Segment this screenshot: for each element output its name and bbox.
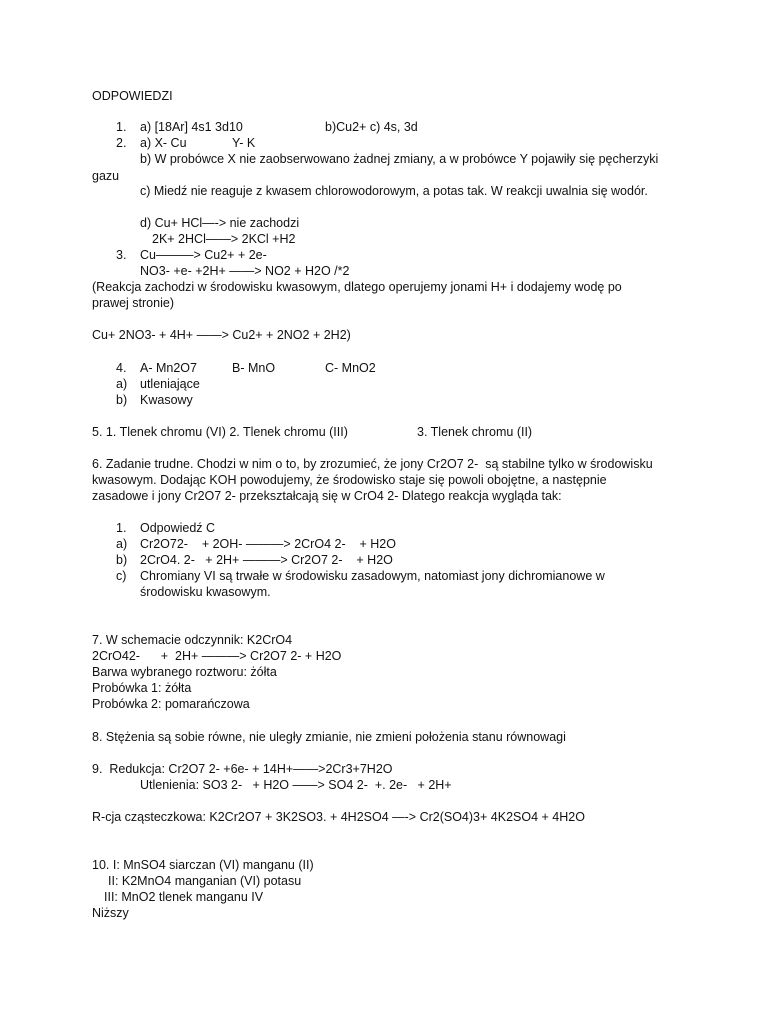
equation-line: Cu———> Cu2+ + 2e- — [140, 248, 267, 262]
answer-line: c) Miedź nie reaguje z kwasem chlorowodorowym, a potas tak. W reakcji uwalnia się wodór. — [140, 184, 648, 198]
equation-line: 9. Redukcja: Cr2O7 2- +6e- + 14H+——>2Cr3+7H2O — [92, 762, 393, 776]
answer-line: b)Cu2+ c) 4s, 3d — [325, 120, 418, 134]
answer-line: Niższy — [92, 906, 129, 920]
answer-line: a) [18Ar] 4s1 3d10 — [140, 120, 243, 134]
answer-line: a) X- Cu — [140, 136, 187, 150]
answer-line: 3. Tlenek chromu (II) — [417, 425, 533, 439]
list-number: 1. — [116, 521, 127, 535]
equation-line: 2K+ 2HCl——> 2KCl +H2 — [152, 232, 296, 246]
answer-line: II: K2MnO4 manganian (VI) potasu — [108, 874, 302, 888]
equation-line: Cr2O72- + 2OH- ———> 2CrO4 2- + H2O — [140, 537, 396, 551]
answer-line: Chromiany VI są trwałe w środowisku zasadowym, natomiast jony dichromianowe w — [140, 569, 605, 583]
answer-line: Kwasowy — [140, 393, 193, 407]
list-label: b) — [116, 553, 128, 567]
equation-line: NO3- +e- +2H+ ——> NO2 + H2O /*2 — [140, 264, 350, 278]
list-label: a) — [116, 537, 128, 551]
answer-line: gazu — [92, 169, 120, 183]
answer-line: prawej stronie) — [92, 296, 174, 310]
equation-line: R-cja cząsteczkowa: K2Cr2O7 + 3K2SO3. + 4H2SO4 —-> Cr2(SO4)3+ 4K2SO4 + 4H2O — [92, 810, 585, 824]
answer-line: III: MnO2 tlenek manganu IV — [104, 890, 264, 904]
answer-line: środowisku kwasowym. — [140, 585, 271, 599]
answer-line: kwasowym. Dodając KOH powodujemy, że środowisko staje się powoli obojętne, a następnie — [92, 473, 607, 487]
answer-line: A- Mn2O7 — [140, 361, 197, 375]
answer-line: (Reakcja zachodzi w środowisku kwasowym, dlatego operujemy jonami H+ i dodajemy wodę po — [92, 280, 622, 294]
list-number: 1. — [116, 120, 127, 134]
answer-line: utleniające — [140, 377, 200, 391]
list-number: 4. — [116, 361, 127, 375]
answer-line: 7. W schemacie odczynnik: K2CrO4 — [92, 633, 293, 647]
answer-line: Y- K — [232, 136, 256, 150]
equation-line: Utlenienia: SO3 2- + H2O ——> SO4 2- +. 2e- + 2H+ — [140, 778, 452, 792]
equation-line: Cu+ 2NO3- + 4H+ ——> Cu2+ + 2NO2 + 2H2) — [92, 328, 351, 342]
equation-line: 2CrO42- + 2H+ ———> Cr2O7 2- + H2O — [92, 649, 342, 663]
list-label: b) — [116, 393, 128, 407]
answer-line: 10. I: MnSO4 siarczan (VI) manganu (II) — [92, 858, 314, 872]
answer-line: 5. 1. Tlenek chromu (VI) 2. Tlenek chromu (III) — [92, 425, 348, 439]
answer-line: Probówka 2: pomarańczowa — [92, 697, 250, 711]
list-number: 2. — [116, 136, 127, 150]
equation-line: d) Cu+ HCl—-> nie zachodzi — [140, 216, 300, 230]
answer-line: Barwa wybranego roztworu: żółta — [92, 665, 277, 679]
list-number: 3. — [116, 248, 127, 262]
document-header: ODPOWIEDZI — [92, 89, 173, 103]
answer-line: 8. Stężenia są sobie równe, nie uległy zmianie, nie zmieni położenia stanu równowagi — [92, 730, 566, 744]
list-label: a) — [116, 377, 128, 391]
answer-line: Odpowiedź C — [140, 521, 216, 535]
answer-line: b) W probówce X nie zaobserwowano żadnej zmiany, a w probówce Y pojawiły się pęcherzyki — [140, 152, 659, 166]
answer-line: 6. Zadanie trudne. Chodzi w nim o to, by zrozumieć, że jony Cr2O7 2- są stabilne tylko w środowisku — [92, 457, 653, 471]
answer-line: zasadowe i jony Cr2O7 2- przekształcają się w CrO4 2- Dlatego reakcja wygląda tak: — [92, 489, 562, 503]
equation-line: 2CrO4. 2- + 2H+ ———> Cr2O7 2- + H2O — [140, 553, 393, 567]
answer-line: Probówka 1: żółta — [92, 681, 192, 695]
list-label: c) — [116, 569, 127, 583]
answer-line: B- MnO — [232, 361, 276, 375]
answer-line: C- MnO2 — [325, 361, 376, 375]
